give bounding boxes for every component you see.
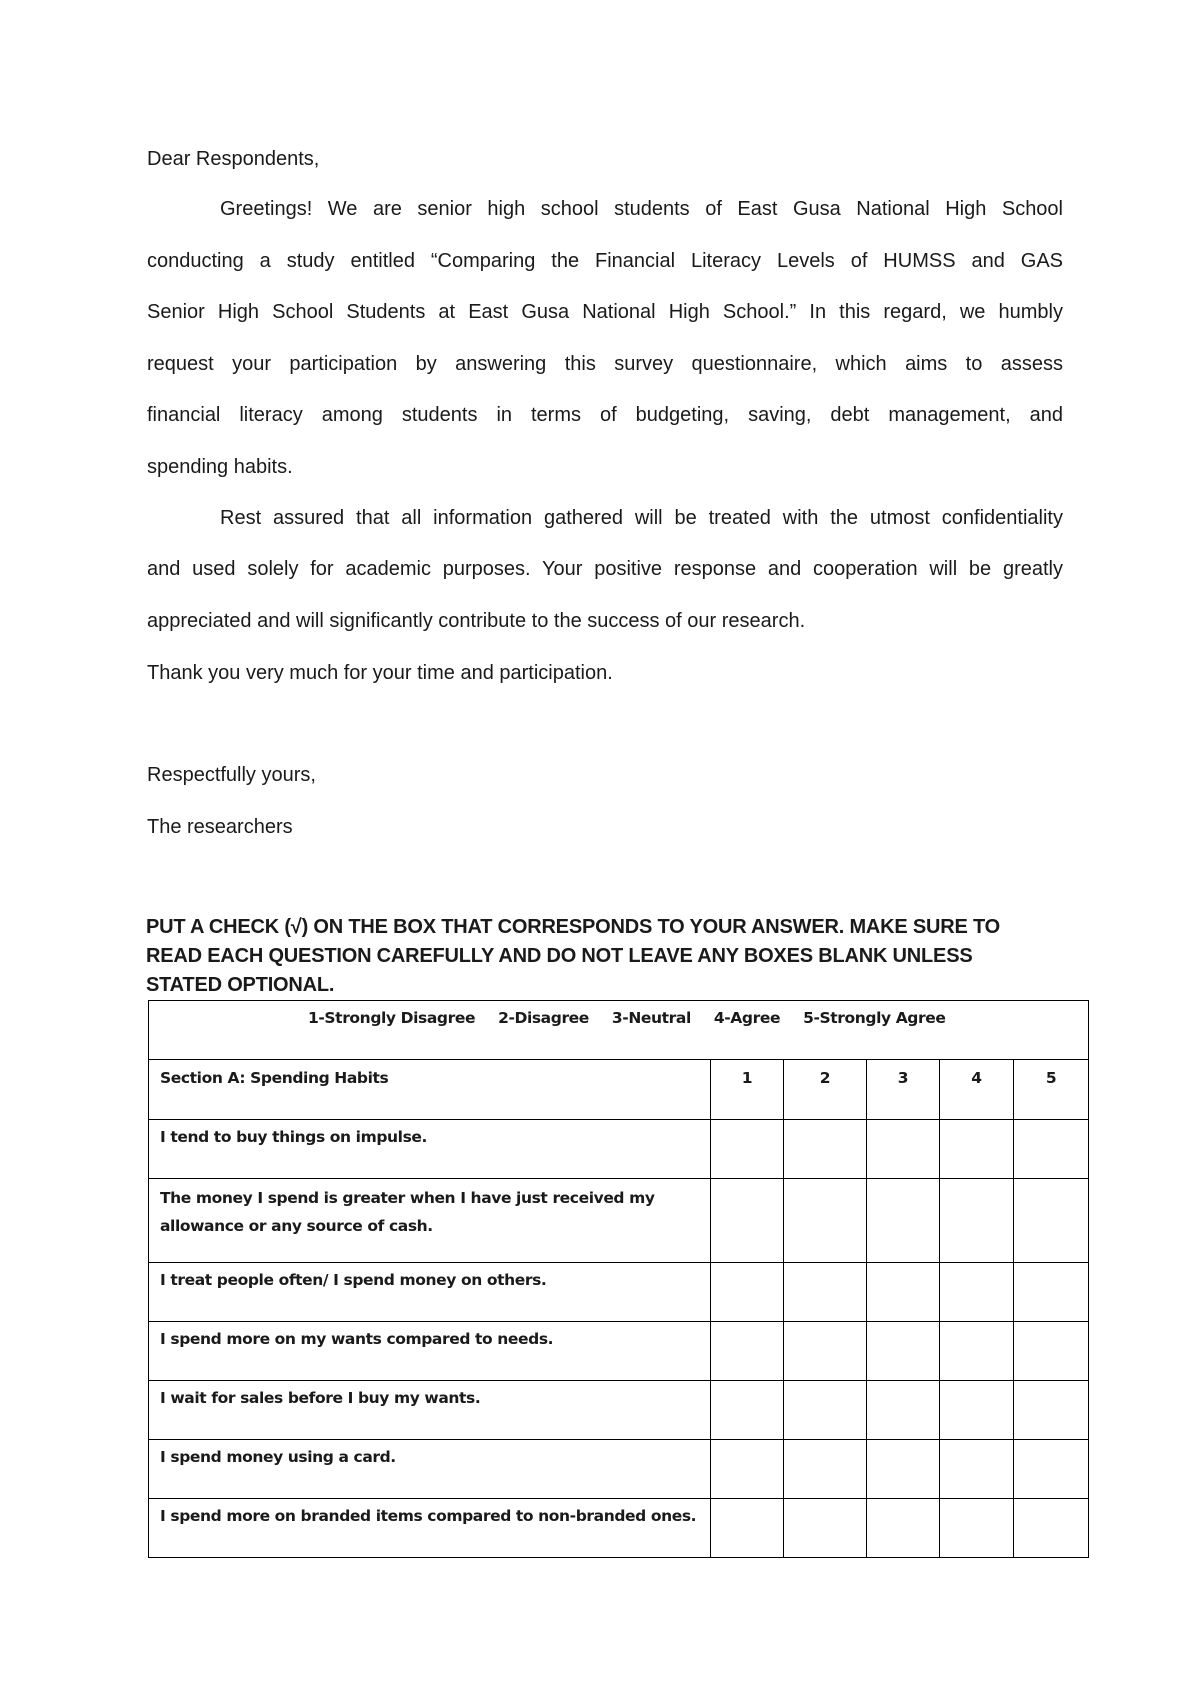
paragraph-2-line: Rest assured that all information gathered will be treated with the utmost confidentiality xyxy=(220,507,1063,529)
scale-header: 1 xyxy=(711,1060,784,1120)
answer-box-3[interactable] xyxy=(867,1440,940,1499)
answer-box-5[interactable] xyxy=(1014,1381,1089,1440)
answer-box-2[interactable] xyxy=(784,1381,867,1440)
paragraph-2-line: and used solely for academic purposes. Your positive response and cooperation will be greatly xyxy=(147,558,1063,580)
answer-box-3[interactable] xyxy=(867,1381,940,1440)
answer-box-5[interactable] xyxy=(1014,1179,1089,1263)
answer-box-3[interactable] xyxy=(867,1179,940,1263)
question-text: I spend more on my wants compared to needs. xyxy=(149,1322,711,1381)
answer-box-1[interactable] xyxy=(711,1499,784,1558)
salutation: Dear Respondents, xyxy=(147,148,320,170)
scale-header: 2 xyxy=(784,1060,867,1120)
answer-box-2[interactable] xyxy=(784,1120,867,1179)
survey-table xyxy=(148,1000,1089,1558)
answer-box-2[interactable] xyxy=(784,1440,867,1499)
answer-box-3[interactable] xyxy=(867,1499,940,1558)
question-text: I spend money using a card. xyxy=(149,1440,711,1499)
paragraph-1-line: request your participation by answering this survey questionnaire, which aims to assess xyxy=(147,353,1063,375)
legend-row xyxy=(149,1001,1089,1060)
question-row xyxy=(149,1263,1089,1322)
question-text: I spend more on branded items compared to non-branded ones. xyxy=(149,1499,711,1558)
answer-box-5[interactable] xyxy=(1014,1263,1089,1322)
scale-header: 3 xyxy=(867,1060,940,1120)
legend-item: 2-Disagree xyxy=(498,1009,589,1027)
question-text: I treat people often/ I spend money on others. xyxy=(149,1263,711,1322)
paragraph-1-line: conducting a study entitled “Comparing the Financial Literacy Levels of HUMSS and GAS xyxy=(147,250,1063,272)
paragraph-1-line: financial literacy among students in terms of budgeting, saving, debt management, and xyxy=(147,404,1063,426)
question-text: I wait for sales before I buy my wants. xyxy=(149,1381,711,1440)
answer-box-4[interactable] xyxy=(940,1179,1014,1263)
answer-box-5[interactable] xyxy=(1014,1499,1089,1558)
question-row xyxy=(149,1179,1089,1263)
question-row xyxy=(149,1322,1089,1381)
answer-box-2[interactable] xyxy=(784,1179,867,1263)
answer-box-1[interactable] xyxy=(711,1381,784,1440)
legend-item: 1-Strongly Disagree xyxy=(308,1009,476,1027)
answer-box-1[interactable] xyxy=(711,1440,784,1499)
question-row xyxy=(149,1440,1089,1499)
answer-box-1[interactable] xyxy=(711,1263,784,1322)
question-row xyxy=(149,1120,1089,1179)
answer-box-4[interactable] xyxy=(940,1381,1014,1440)
answer-box-2[interactable] xyxy=(784,1499,867,1558)
answer-box-5[interactable] xyxy=(1014,1120,1089,1179)
closing: Respectfully yours, xyxy=(147,764,316,786)
legend-item: 5-Strongly Agree xyxy=(803,1009,946,1027)
answer-box-3[interactable] xyxy=(867,1322,940,1381)
answer-box-3[interactable] xyxy=(867,1263,940,1322)
answer-box-4[interactable] xyxy=(940,1120,1014,1179)
answer-box-4[interactable] xyxy=(940,1499,1014,1558)
paragraph-2-line: appreciated and will significantly contribute to the success of our research. xyxy=(147,610,806,632)
answer-box-5[interactable] xyxy=(1014,1440,1089,1499)
answer-box-5[interactable] xyxy=(1014,1322,1089,1381)
answer-box-1[interactable] xyxy=(711,1179,784,1263)
paragraph-1-line: spending habits. xyxy=(147,456,293,478)
answer-box-4[interactable] xyxy=(940,1440,1014,1499)
legend-item: 3-Neutral xyxy=(611,1009,691,1027)
answer-box-2[interactable] xyxy=(784,1322,867,1381)
answer-box-1[interactable] xyxy=(711,1120,784,1179)
section-title: Section A: Spending Habits xyxy=(149,1060,711,1120)
scale-header: 4 xyxy=(940,1060,1014,1120)
answer-box-2[interactable] xyxy=(784,1263,867,1322)
thanks-line: Thank you very much for your time and participation. xyxy=(147,662,613,684)
question-row xyxy=(149,1381,1089,1440)
signature: The researchers xyxy=(147,816,293,838)
question-row xyxy=(149,1499,1089,1558)
question-text: The money I spend is greater when I have just received my allowance or any source of cash. xyxy=(149,1179,711,1263)
answer-box-4[interactable] xyxy=(940,1263,1014,1322)
paragraph-1-line: Senior High School Students at East Gusa National High School.” In this regard, we humbly xyxy=(147,301,1063,323)
answer-box-1[interactable] xyxy=(711,1322,784,1381)
scale-header: 5 xyxy=(1014,1060,1089,1120)
legend-item: 4-Agree xyxy=(713,1009,781,1027)
rating-legend xyxy=(149,1001,1089,1060)
survey-instruction: PUT A CHECK (√) ON THE BOX THAT CORRESPONDS TO YOUR ANSWER. MAKE SURE TO READ EACH QUESTION CAREFULLY AND DO NOT LEAVE ANY BOXES BLANK UNLESS STATED OPTIONAL. xyxy=(146,916,1001,996)
answer-box-3[interactable] xyxy=(867,1120,940,1179)
question-text: I tend to buy things on impulse. xyxy=(149,1120,711,1179)
answer-box-4[interactable] xyxy=(940,1322,1014,1381)
paragraph-1-line: Greetings! We are senior high school students of East Gusa National High School xyxy=(220,198,1063,220)
section-header-row xyxy=(149,1060,1089,1120)
